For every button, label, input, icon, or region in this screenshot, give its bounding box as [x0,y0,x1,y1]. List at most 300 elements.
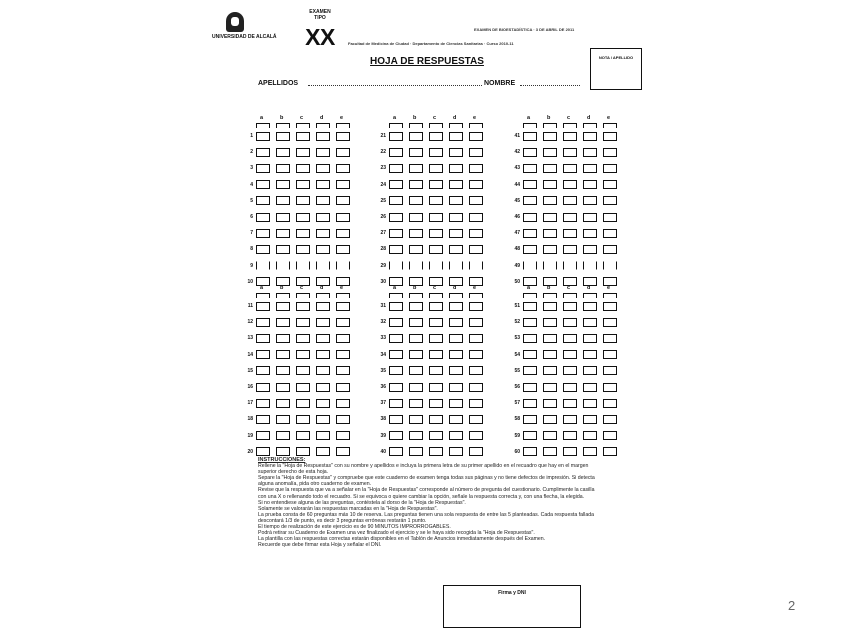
answer-box-a[interactable] [256,399,270,408]
answer-box-e[interactable] [603,277,617,286]
answer-box-a[interactable] [256,213,270,222]
answer-box-c[interactable] [296,431,310,440]
answer-box-b[interactable] [543,148,557,157]
answer-box-e[interactable] [603,383,617,392]
answer-box-d[interactable] [583,164,597,173]
answer-box-b[interactable] [409,245,423,254]
answer-box-c[interactable] [429,447,443,456]
answer-box-a[interactable] [389,318,403,327]
answer-box-c[interactable] [296,366,310,375]
answer-box-c[interactable] [429,148,443,157]
answer-box-b[interactable] [543,229,557,238]
answer-box-e[interactable] [336,415,350,424]
answer-box-c[interactable] [429,164,443,173]
answer-box-a[interactable] [523,148,537,157]
answer-box-a[interactable] [523,399,537,408]
answer-box-d[interactable] [583,229,597,238]
answer-box-c[interactable] [429,415,443,424]
answer-box-b[interactable] [276,132,290,141]
answer-box-d[interactable] [316,245,330,254]
answer-box-e[interactable] [603,261,617,270]
answer-box-a[interactable] [256,447,270,456]
answer-box-a[interactable] [256,431,270,440]
answer-box-a[interactable] [389,196,403,205]
answer-box-b[interactable] [276,350,290,359]
answer-box-c[interactable] [429,302,443,311]
answer-box-b[interactable] [409,164,423,173]
answer-box-b[interactable] [409,277,423,286]
answer-box-a[interactable] [389,261,403,270]
answer-box-b[interactable] [543,277,557,286]
answer-box-b[interactable] [276,229,290,238]
answer-box-e[interactable] [469,148,483,157]
answer-box-d[interactable] [449,383,463,392]
answer-box-b[interactable] [276,213,290,222]
answer-box-c[interactable] [296,383,310,392]
answer-box-e[interactable] [603,334,617,343]
answer-box-b[interactable] [409,415,423,424]
answer-box-c[interactable] [429,196,443,205]
answer-box-a[interactable] [523,447,537,456]
answer-box-d[interactable] [449,213,463,222]
answer-box-d[interactable] [316,132,330,141]
answer-box-a[interactable] [523,431,537,440]
answer-box-e[interactable] [336,302,350,311]
answer-box-b[interactable] [276,164,290,173]
answer-box-a[interactable] [523,196,537,205]
answer-box-d[interactable] [316,302,330,311]
answer-box-e[interactable] [603,196,617,205]
answer-box-e[interactable] [336,366,350,375]
answer-box-a[interactable] [523,302,537,311]
answer-box-c[interactable] [563,302,577,311]
answer-box-e[interactable] [469,164,483,173]
answer-box-e[interactable] [603,415,617,424]
answer-box-e[interactable] [469,366,483,375]
answer-box-b[interactable] [543,302,557,311]
answer-box-c[interactable] [429,399,443,408]
answer-box-a[interactable] [389,366,403,375]
answer-box-d[interactable] [583,148,597,157]
answer-box-b[interactable] [409,350,423,359]
answer-box-e[interactable] [603,350,617,359]
answer-box-c[interactable] [429,431,443,440]
answer-box-a[interactable] [523,229,537,238]
answer-box-b[interactable] [276,302,290,311]
answer-box-b[interactable] [543,196,557,205]
answer-box-c[interactable] [296,318,310,327]
answer-box-d[interactable] [449,164,463,173]
answer-box-e[interactable] [336,164,350,173]
answer-box-d[interactable] [583,366,597,375]
answer-box-d[interactable] [449,180,463,189]
answer-box-a[interactable] [256,350,270,359]
answer-box-c[interactable] [563,350,577,359]
answer-box-e[interactable] [469,350,483,359]
answer-box-d[interactable] [316,318,330,327]
answer-box-a[interactable] [523,366,537,375]
answer-box-d[interactable] [583,245,597,254]
answer-box-e[interactable] [336,213,350,222]
answer-box-e[interactable] [336,132,350,141]
answer-box-b[interactable] [409,334,423,343]
answer-box-a[interactable] [256,245,270,254]
answer-box-e[interactable] [336,277,350,286]
answer-box-a[interactable] [523,164,537,173]
answer-box-c[interactable] [563,415,577,424]
answer-box-c[interactable] [296,196,310,205]
answer-box-a[interactable] [389,399,403,408]
answer-box-b[interactable] [543,213,557,222]
answer-box-d[interactable] [583,350,597,359]
answer-box-d[interactable] [449,261,463,270]
answer-box-b[interactable] [276,245,290,254]
answer-box-a[interactable] [256,383,270,392]
answer-box-d[interactable] [583,180,597,189]
answer-box-c[interactable] [429,350,443,359]
answer-box-c[interactable] [563,431,577,440]
answer-box-d[interactable] [583,196,597,205]
answer-box-e[interactable] [469,399,483,408]
answer-box-b[interactable] [409,447,423,456]
answer-box-c[interactable] [429,366,443,375]
answer-box-d[interactable] [316,229,330,238]
answer-box-c[interactable] [296,334,310,343]
answer-box-e[interactable] [336,399,350,408]
answer-box-b[interactable] [276,366,290,375]
answer-box-b[interactable] [409,196,423,205]
answer-box-e[interactable] [603,245,617,254]
answer-box-c[interactable] [296,180,310,189]
answer-box-c[interactable] [563,277,577,286]
surname-field[interactable] [308,85,482,86]
answer-box-d[interactable] [316,164,330,173]
answer-box-b[interactable] [543,261,557,270]
answer-box-d[interactable] [449,415,463,424]
answer-box-a[interactable] [523,383,537,392]
answer-box-a[interactable] [256,277,270,286]
answer-box-d[interactable] [449,302,463,311]
answer-box-b[interactable] [543,383,557,392]
answer-box-e[interactable] [336,447,350,456]
answer-box-a[interactable] [389,132,403,141]
answer-box-a[interactable] [389,229,403,238]
answer-box-a[interactable] [523,350,537,359]
answer-box-c[interactable] [296,350,310,359]
answer-box-a[interactable] [523,334,537,343]
answer-box-d[interactable] [449,366,463,375]
answer-box-d[interactable] [583,318,597,327]
answer-box-c[interactable] [563,366,577,375]
answer-box-b[interactable] [276,148,290,157]
answer-box-e[interactable] [469,302,483,311]
answer-box-a[interactable] [523,213,537,222]
answer-box-e[interactable] [469,383,483,392]
answer-box-e[interactable] [603,229,617,238]
answer-box-a[interactable] [389,277,403,286]
answer-box-c[interactable] [563,132,577,141]
answer-box-b[interactable] [409,213,423,222]
answer-box-a[interactable] [256,132,270,141]
answer-box-b[interactable] [276,180,290,189]
answer-box-e[interactable] [469,415,483,424]
answer-box-c[interactable] [296,229,310,238]
answer-box-b[interactable] [543,164,557,173]
answer-box-d[interactable] [583,302,597,311]
answer-box-b[interactable] [409,383,423,392]
answer-box-c[interactable] [296,261,310,270]
answer-box-a[interactable] [389,334,403,343]
answer-box-a[interactable] [523,132,537,141]
answer-box-d[interactable] [316,196,330,205]
answer-box-a[interactable] [256,415,270,424]
answer-box-b[interactable] [409,318,423,327]
answer-box-c[interactable] [563,318,577,327]
answer-box-e[interactable] [469,196,483,205]
answer-box-b[interactable] [276,277,290,286]
answer-box-e[interactable] [469,431,483,440]
answer-box-e[interactable] [469,213,483,222]
answer-box-d[interactable] [449,277,463,286]
answer-box-c[interactable] [296,447,310,456]
answer-box-c[interactable] [429,334,443,343]
answer-box-c[interactable] [296,277,310,286]
answer-box-d[interactable] [449,350,463,359]
answer-box-d[interactable] [449,318,463,327]
answer-box-c[interactable] [429,132,443,141]
answer-box-a[interactable] [389,431,403,440]
answer-box-d[interactable] [449,431,463,440]
answer-box-c[interactable] [563,229,577,238]
answer-box-c[interactable] [429,261,443,270]
answer-box-d[interactable] [583,431,597,440]
answer-box-c[interactable] [563,213,577,222]
answer-box-e[interactable] [336,261,350,270]
answer-box-b[interactable] [409,132,423,141]
answer-box-a[interactable] [389,415,403,424]
answer-box-e[interactable] [336,196,350,205]
answer-box-a[interactable] [389,164,403,173]
answer-box-c[interactable] [563,399,577,408]
answer-box-d[interactable] [316,447,330,456]
answer-box-d[interactable] [583,383,597,392]
answer-box-e[interactable] [603,399,617,408]
answer-box-c[interactable] [563,447,577,456]
answer-box-b[interactable] [543,399,557,408]
answer-box-e[interactable] [336,245,350,254]
answer-box-c[interactable] [296,213,310,222]
answer-box-e[interactable] [469,229,483,238]
answer-box-c[interactable] [429,245,443,254]
answer-box-d[interactable] [583,399,597,408]
answer-box-a[interactable] [389,148,403,157]
answer-box-a[interactable] [256,334,270,343]
answer-box-e[interactable] [603,180,617,189]
answer-box-e[interactable] [469,334,483,343]
answer-box-b[interactable] [276,261,290,270]
answer-box-a[interactable] [389,350,403,359]
answer-box-a[interactable] [256,302,270,311]
answer-box-b[interactable] [543,447,557,456]
answer-box-d[interactable] [316,431,330,440]
answer-box-e[interactable] [336,334,350,343]
answer-box-b[interactable] [276,447,290,456]
answer-box-c[interactable] [563,164,577,173]
answer-box-b[interactable] [276,431,290,440]
answer-box-b[interactable] [409,180,423,189]
answer-box-a[interactable] [256,164,270,173]
answer-box-e[interactable] [336,229,350,238]
answer-box-d[interactable] [583,132,597,141]
answer-box-d[interactable] [583,213,597,222]
answer-box-c[interactable] [563,383,577,392]
answer-box-b[interactable] [543,180,557,189]
answer-box-a[interactable] [523,245,537,254]
answer-box-a[interactable] [389,180,403,189]
answer-box-a[interactable] [256,366,270,375]
answer-box-c[interactable] [296,148,310,157]
answer-box-b[interactable] [276,318,290,327]
answer-box-b[interactable] [543,245,557,254]
answer-box-e[interactable] [469,277,483,286]
answer-box-d[interactable] [449,132,463,141]
signature-box[interactable] [443,585,581,628]
answer-box-a[interactable] [256,196,270,205]
answer-box-d[interactable] [449,447,463,456]
answer-box-e[interactable] [336,180,350,189]
answer-box-b[interactable] [409,302,423,311]
answer-box-b[interactable] [276,415,290,424]
answer-box-d[interactable] [449,229,463,238]
answer-box-e[interactable] [603,366,617,375]
answer-box-a[interactable] [389,245,403,254]
answer-box-c[interactable] [296,415,310,424]
answer-box-b[interactable] [276,196,290,205]
answer-box-e[interactable] [336,318,350,327]
answer-box-e[interactable] [469,447,483,456]
answer-box-d[interactable] [583,277,597,286]
answer-box-e[interactable] [603,132,617,141]
answer-box-c[interactable] [429,318,443,327]
answer-box-e[interactable] [336,350,350,359]
answer-box-e[interactable] [469,132,483,141]
answer-box-c[interactable] [429,383,443,392]
answer-box-d[interactable] [583,415,597,424]
answer-box-d[interactable] [449,196,463,205]
answer-box-e[interactable] [603,148,617,157]
answer-box-b[interactable] [409,148,423,157]
answer-box-c[interactable] [563,180,577,189]
answer-box-c[interactable] [563,196,577,205]
answer-box-e[interactable] [603,431,617,440]
answer-box-e[interactable] [603,302,617,311]
name-field[interactable] [520,85,580,86]
answer-box-d[interactable] [316,180,330,189]
answer-box-b[interactable] [409,261,423,270]
answer-box-e[interactable] [469,180,483,189]
answer-box-c[interactable] [563,148,577,157]
answer-box-a[interactable] [256,229,270,238]
answer-box-e[interactable] [336,431,350,440]
answer-box-c[interactable] [563,245,577,254]
answer-box-a[interactable] [256,148,270,157]
answer-box-a[interactable] [523,261,537,270]
answer-box-d[interactable] [316,213,330,222]
answer-box-d[interactable] [449,148,463,157]
answer-box-d[interactable] [449,334,463,343]
answer-box-e[interactable] [469,261,483,270]
answer-box-b[interactable] [409,431,423,440]
answer-box-b[interactable] [276,383,290,392]
answer-box-d[interactable] [316,383,330,392]
answer-box-d[interactable] [316,366,330,375]
answer-box-e[interactable] [603,318,617,327]
answer-box-d[interactable] [316,415,330,424]
answer-box-b[interactable] [543,318,557,327]
answer-box-a[interactable] [523,318,537,327]
answer-box-c[interactable] [429,213,443,222]
answer-box-d[interactable] [449,399,463,408]
answer-box-b[interactable] [543,366,557,375]
answer-box-a[interactable] [523,180,537,189]
answer-box-b[interactable] [543,431,557,440]
answer-box-b[interactable] [276,334,290,343]
answer-box-b[interactable] [409,399,423,408]
answer-box-d[interactable] [583,334,597,343]
answer-box-e[interactable] [336,148,350,157]
answer-box-c[interactable] [296,245,310,254]
answer-box-e[interactable] [603,213,617,222]
grade-box[interactable] [590,48,642,90]
answer-box-d[interactable] [583,261,597,270]
answer-box-c[interactable] [296,399,310,408]
answer-box-d[interactable] [316,399,330,408]
answer-box-c[interactable] [429,277,443,286]
answer-box-b[interactable] [276,399,290,408]
answer-box-a[interactable] [256,318,270,327]
answer-box-d[interactable] [316,277,330,286]
answer-box-d[interactable] [316,148,330,157]
answer-box-e[interactable] [603,447,617,456]
answer-box-d[interactable] [316,334,330,343]
answer-box-a[interactable] [256,180,270,189]
answer-box-c[interactable] [296,132,310,141]
answer-box-c[interactable] [429,180,443,189]
answer-box-a[interactable] [523,415,537,424]
answer-box-a[interactable] [389,383,403,392]
answer-box-c[interactable] [429,229,443,238]
answer-box-b[interactable] [543,350,557,359]
answer-box-e[interactable] [469,245,483,254]
answer-box-d[interactable] [583,447,597,456]
answer-box-a[interactable] [389,302,403,311]
answer-box-e[interactable] [469,318,483,327]
answer-box-b[interactable] [543,415,557,424]
answer-box-b[interactable] [409,366,423,375]
answer-box-c[interactable] [296,302,310,311]
answer-box-a[interactable] [389,447,403,456]
answer-box-c[interactable] [296,164,310,173]
answer-box-c[interactable] [563,334,577,343]
answer-box-d[interactable] [316,261,330,270]
answer-box-c[interactable] [563,261,577,270]
answer-box-a[interactable] [256,261,270,270]
answer-box-e[interactable] [603,164,617,173]
answer-box-a[interactable] [389,213,403,222]
answer-box-a[interactable] [523,277,537,286]
answer-box-b[interactable] [543,132,557,141]
answer-box-d[interactable] [316,350,330,359]
